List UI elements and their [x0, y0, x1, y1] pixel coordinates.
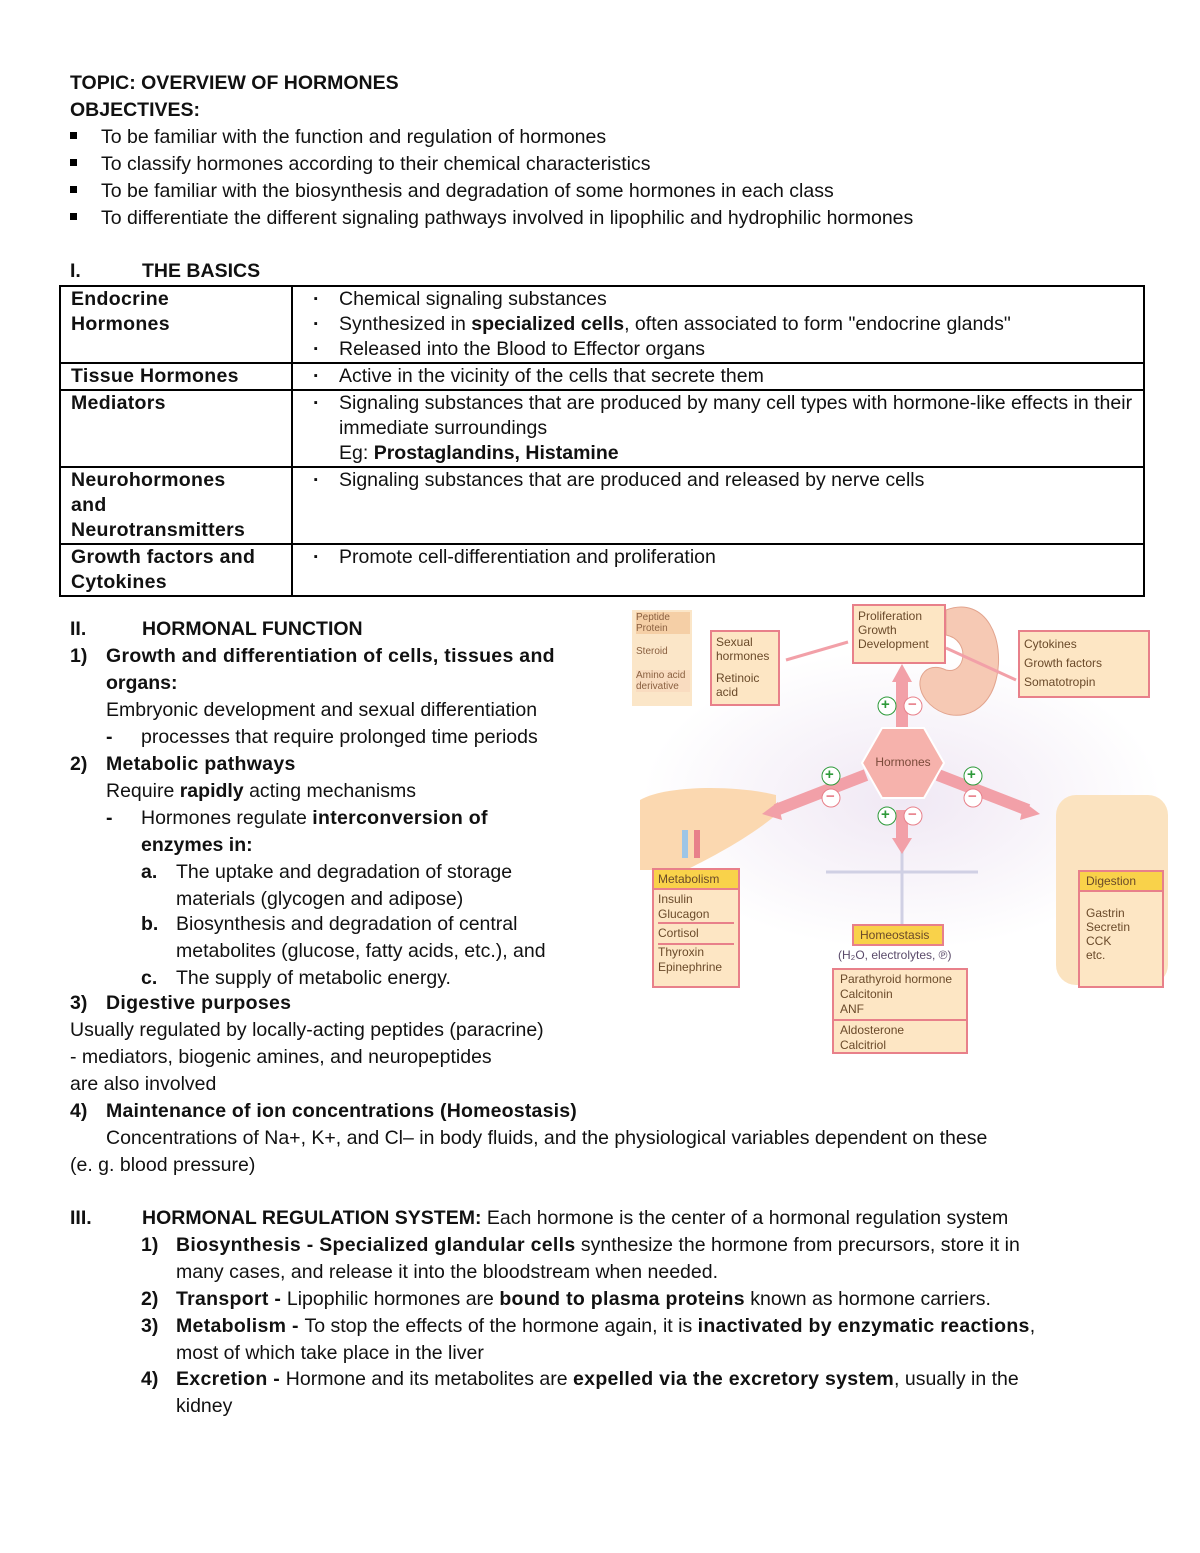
table-row	[60, 286, 1144, 363]
function-title: organs:	[106, 672, 178, 694]
body-text: Excretion - Hormone and its metabolites are expelled via the excretory system, usually in the	[176, 1368, 1019, 1390]
legend-amino: Amino acid derivative	[636, 670, 690, 692]
objective-item: To differentiate the different signaling pathways involved in lipophilic and hydrophilic hormones	[70, 206, 913, 230]
item-number: 4)	[70, 1100, 88, 1122]
description-cell	[292, 467, 1144, 544]
section-3-number: III.	[70, 1207, 92, 1229]
sexual-hormones-box: Sexual hormones Retinoic acid	[710, 630, 780, 706]
body-text: Embryonic development and sexual differentiation	[106, 699, 538, 721]
function-title: Maintenance of ion concentrations (Homeostasis)	[106, 1100, 577, 1122]
metabolism-title: Metabolism	[654, 870, 738, 890]
up-arrow-red	[694, 830, 700, 858]
term-cell: Growth factors and Cytokines	[60, 544, 292, 596]
legend-steroid: Steroid	[636, 646, 668, 657]
body-text: kidney	[176, 1395, 233, 1417]
section-2-title: HORMONAL FUNCTION	[142, 618, 363, 640]
description-cell	[292, 544, 1144, 596]
item-number: 3)	[141, 1315, 159, 1337]
objective-item: To be familiar with the function and regulation of hormones	[70, 125, 606, 149]
table-row	[60, 467, 1144, 544]
minus-glyph: −	[908, 696, 917, 713]
plus-glyph: +	[881, 696, 890, 713]
square-bullet-icon	[70, 159, 77, 166]
metabolism-box: Metabolism Insulin Glucagon Cortisol Thyroxin Epinephrine	[652, 868, 740, 988]
letter-marker: b.	[141, 913, 159, 935]
body-text: processes that require prolonged time periods	[141, 726, 538, 748]
plus-glyph: +	[825, 766, 834, 783]
section-3-title: HORMONAL REGULATION SYSTEM: Each hormone is the center of a hormonal regulation system	[142, 1207, 1009, 1229]
bold-term: specialized cells	[471, 313, 625, 335]
section-1-title: THE BASICS	[142, 260, 261, 282]
item-number: 4)	[141, 1368, 159, 1390]
description-cell	[292, 363, 1144, 390]
list-item: · Active in the vicinity of the cells that secrete them	[303, 364, 1135, 389]
body-text: - mediators, biogenic amines, and neuropeptides	[70, 1046, 492, 1068]
plus-glyph: +	[881, 806, 890, 823]
body-text: Concentrations of Na+, K+, and Cl– in body fluids, and the physiological variables dependent on these	[106, 1127, 988, 1149]
item-number: 2)	[141, 1288, 159, 1310]
body-text: Transport - Lipophilic hormones are bound to plasma proteins known as hormone carriers.	[176, 1288, 991, 1310]
body-text: Hormones regulate interconversion of	[141, 807, 488, 829]
list-item: · Synthesized in specialized cells, often associated to form "endocrine glands"	[303, 312, 1135, 337]
objective-item: To classify hormones according to their chemical characteristics	[70, 152, 650, 176]
basics-table	[59, 285, 1145, 597]
list-item: · Signaling substances that are produced and released by nerve cells	[303, 468, 1135, 493]
body-text: The supply of metabolic energy.	[176, 967, 451, 989]
term-cell: Endocrine Hormones	[60, 286, 292, 363]
homeostasis-box: Parathyroid hormone Calcitonin ANF Aldosterone Calcitriol	[832, 968, 968, 1054]
hormone-function-diagram	[626, 600, 1174, 1060]
minus-glyph: −	[968, 788, 977, 805]
item-number: 3)	[70, 992, 88, 1014]
plus-glyph: +	[967, 766, 976, 783]
list-item: · Promote cell-differentiation and proliferation	[303, 545, 1135, 570]
square-bullet-icon	[70, 186, 77, 193]
minus-glyph: −	[826, 788, 835, 805]
term-cell: Tissue Hormones	[60, 363, 292, 390]
cytokines-box: Cytokines Growth factors Somatotropin	[1018, 630, 1150, 698]
homeostasis-subtitle: (H₂O, electrolytes, ℗)	[838, 948, 952, 962]
function-title: Metabolic pathways	[106, 753, 296, 775]
function-title: Growth and differentiation of cells, tissues and	[106, 645, 555, 667]
dash-bullet: -	[106, 726, 113, 748]
square-bullet-icon	[70, 213, 77, 220]
body-text: Biosynthesis and degradation of central	[176, 913, 518, 935]
objective-item: To be familiar with the biosynthesis and degradation of some hormones in each class	[70, 179, 834, 203]
body-text: Biosynthesis - Specialized glandular cells synthesize the hormone from precursors, store it in	[176, 1234, 1020, 1256]
body-text: Usually regulated by locally-acting peptides (paracrine)	[70, 1019, 544, 1041]
body-text: enzymes in:	[141, 834, 253, 856]
hormones-label: Hormones	[875, 755, 931, 769]
proliferation-box: Proliferation Growth Development	[852, 604, 946, 664]
term-cell: Mediators	[60, 390, 292, 467]
objectives-heading: OBJECTIVES:	[70, 99, 201, 121]
list-item: · Signaling substances that are produced by many cell types with hormone-like effects in their immediate surroundings Eg: Prostaglandins, Histamine	[303, 391, 1135, 466]
item-number: 1)	[141, 1234, 159, 1256]
term-cell: Neurohormones and Neurotransmitters	[60, 467, 292, 544]
body-text: Require rapidly acting mechanisms	[106, 780, 416, 802]
body-text: metabolites (glucose, fatty acids, etc.), and	[176, 940, 546, 962]
body-text: are also involved	[70, 1073, 217, 1095]
list-item: · Released into the Blood to Effector organs	[303, 337, 1135, 362]
table-row	[60, 363, 1144, 390]
item-number: 2)	[70, 753, 88, 775]
letter-marker: c.	[141, 967, 158, 989]
table-row	[60, 390, 1144, 467]
body-text: Metabolism - To stop the effects of the hormone again, it is inactivated by enzymatic reactions,	[176, 1315, 1036, 1337]
description-cell	[292, 286, 1144, 363]
legend-peptide: Peptide Protein	[636, 612, 690, 634]
function-title: Digestive purposes	[106, 992, 292, 1014]
body-text: (e. g. blood pressure)	[70, 1154, 256, 1176]
list-item: · Chemical signaling substances	[303, 287, 1135, 312]
dash-bullet: -	[106, 807, 113, 829]
description-cell	[292, 390, 1144, 467]
digestion-title: Digestion	[1080, 872, 1162, 892]
topic-title: TOPIC: OVERVIEW OF HORMONES	[70, 72, 399, 94]
body-text: materials (glycogen and adipose)	[176, 888, 464, 910]
item-number: 1)	[70, 645, 88, 667]
minus-glyph: −	[908, 806, 917, 823]
body-text: The uptake and degradation of storage	[176, 861, 513, 883]
table-row	[60, 544, 1144, 596]
body-text: most of which take place in the liver	[176, 1342, 484, 1364]
digestion-box: Digestion Gastrin Secretin CCK etc.	[1078, 870, 1164, 988]
legend-box	[632, 610, 692, 706]
section-2-number: II.	[70, 618, 87, 640]
section-1-number: I.	[70, 260, 81, 282]
square-bullet-icon	[70, 132, 77, 139]
body-text: many cases, and release it into the bloodstream when needed.	[176, 1261, 719, 1283]
letter-marker: a.	[141, 861, 158, 883]
homeostasis-title: Homeostasis	[852, 924, 944, 946]
down-arrow-blue	[682, 830, 688, 858]
